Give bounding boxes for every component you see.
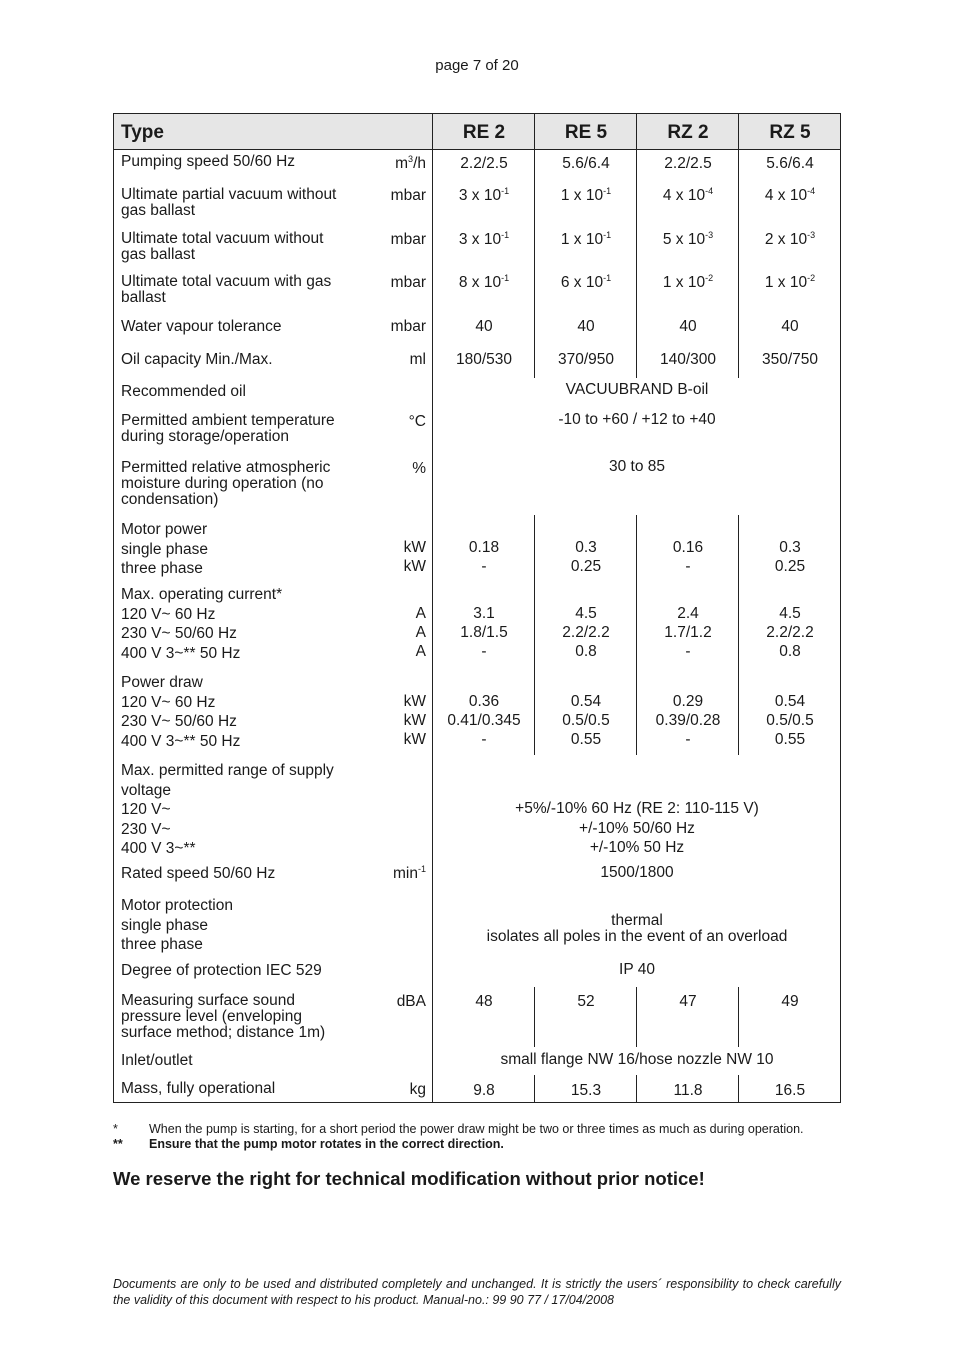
value-cell-rz2: 2.4 1.7/1.2 -: [664, 605, 712, 660]
row-label: Ultimate total vacuum with gas ballast: [121, 273, 332, 306]
value-cell-rz2: 0.16 -: [672, 539, 704, 575]
value-cell-rz5: 2 x $10^{-3}$: [764, 230, 816, 248]
row-label: Ultimate total vacuum without gas ballast: [121, 230, 324, 263]
row-unit: kW kW kW: [403, 693, 426, 748]
model-header-re2: RE 2: [462, 122, 506, 143]
value-cell-rz2: 1 x $10^{-2}$: [662, 273, 714, 291]
row-unit: dBA: [396, 993, 426, 1010]
value-cell-re5: 6 x $10^{-1}$: [560, 273, 612, 291]
footnote-text: Ensure that the pump motor rotates in the correct direction.: [149, 1137, 504, 1151]
footnote-mark: *: [113, 1122, 118, 1136]
value-cell-re2: 0.18 -: [468, 539, 500, 575]
value-cell-rz2: 0.29 0.39/0.28 -: [655, 693, 721, 748]
value-cell-rz2: 40: [679, 318, 697, 335]
value-cell-re5: 0.3 0.25: [570, 539, 602, 575]
value-cell-rz2: 11.8: [673, 1082, 703, 1099]
row-label: Rated speed 50/60 Hz: [121, 865, 276, 882]
row-unit: mbar: [390, 231, 426, 248]
reserve-notice: We reserve the right for technical modification without prior notice!: [113, 1168, 705, 1189]
value-cell-rz5: 0.3 0.25: [774, 539, 806, 575]
value-cell-re5: 1 x $10^{-1}$: [560, 230, 612, 248]
row-unit: mbar: [390, 274, 426, 291]
value-cell-rz5: 40: [781, 318, 799, 335]
row-unit: ml: [409, 351, 426, 368]
value-cell-re5: 40: [577, 318, 595, 335]
value-cell-re2: 3 x $10^{-1}$: [458, 230, 510, 248]
row-label: Motor power single phase three phase: [121, 521, 209, 577]
row-unit: %: [412, 460, 426, 477]
value-cell-re2: 8 x $10^{-1}$: [458, 273, 510, 291]
value-cell-re5: 370/950: [557, 351, 615, 368]
value-cell-re5: 5.6/6.4: [562, 155, 610, 172]
value-cell-re5: 1 x $10^{-1}$: [560, 186, 612, 204]
shared-value-cell: 30 to 85: [608, 458, 666, 475]
shared-value-cell: small flange NW 16/hose nozzle NW 10: [500, 1051, 774, 1068]
value-cell-re5: 15.3: [570, 1082, 602, 1099]
value-cell-re2: 40: [475, 318, 493, 335]
page-number: page 7 of 20: [435, 57, 519, 74]
value-cell-re2: 3.1 1.8/1.5 -: [460, 605, 508, 660]
shared-value-cell: thermal isolates all poles in the event of an overload: [486, 912, 788, 945]
row-label: Inlet/outlet: [121, 1052, 193, 1069]
value-cell-rz5: 49: [781, 993, 799, 1010]
value-cell-rz5: 1 x $10^{-2}$: [764, 273, 816, 291]
row-unit: $\min^{-1}$: [393, 864, 426, 882]
value-cell-re2: 2.2/2.5: [460, 155, 508, 172]
row-label: Measuring surface sound pressure level (enveloping surface method; distance 1m): [121, 992, 326, 1041]
shared-value-cell: 1500/1800: [600, 864, 674, 881]
row-label: Permitted relative atmospheric moisture during operation (no condensation): [121, 459, 331, 508]
row-label: Recommended oil: [121, 383, 246, 400]
row-label: Water vapour tolerance: [121, 318, 282, 335]
row-label: Max. permitted range of supply voltage 120 V~ 230 V~ 400 V 3~**: [121, 762, 334, 857]
row-unit: °C: [408, 413, 426, 430]
row-label: Motor protection single phase three phase: [121, 897, 233, 953]
value-cell-re2: 9.8: [473, 1082, 495, 1099]
row-unit: mbar: [390, 187, 426, 204]
value-cell-re2: 180/530: [455, 351, 513, 368]
value-cell-rz5: 0.54 0.5/0.5 0.55: [766, 693, 814, 748]
value-cell-rz5: 16.5: [774, 1082, 806, 1099]
shared-value-cell: -10 to +60 / +12 to +40: [558, 411, 716, 428]
value-cell-re2: 48: [475, 993, 493, 1010]
footnote-mark: **: [113, 1137, 123, 1151]
value-cell-rz5: 350/750: [761, 351, 819, 368]
value-cell-rz2: 140/300: [659, 351, 717, 368]
value-cell-rz2: 2.2/2.5: [664, 155, 712, 172]
row-label: Max. operating current* 120 V~ 60 Hz 230 V~ 50/60 Hz 400 V 3~** 50 Hz: [121, 586, 283, 662]
model-header-rz2: RZ 2: [667, 122, 709, 143]
row-unit: $m^3/h$: [395, 154, 426, 172]
row-unit: A A A: [415, 605, 426, 660]
row-unit: kg: [409, 1081, 426, 1098]
row-unit: kW kW: [403, 539, 426, 575]
value-cell-rz2: 4 x $10^{-4}$: [662, 186, 714, 204]
value-cell-re5: 4.5 2.2/2.2 0.8: [562, 605, 610, 660]
model-header-re5: RE 5: [564, 122, 608, 143]
row-label: Pumping speed 50/60 Hz: [121, 153, 296, 170]
value-cell-rz2: 5 x $10^{-3}$: [662, 230, 714, 248]
value-cell-rz2: 47: [679, 993, 697, 1010]
specification-table: [113, 113, 841, 1103]
row-label: Oil capacity Min./Max.: [121, 351, 273, 368]
row-label: Ultimate partial vacuum without gas ballast: [121, 186, 337, 219]
value-cell-rz5: 5.6/6.4: [766, 155, 814, 172]
shared-value-cell: IP 40: [619, 961, 655, 978]
value-cell-re5: 0.54 0.5/0.5 0.55: [562, 693, 610, 748]
shared-value-cell: +5%/-10% 60 Hz (RE 2: 110-115 V) +/-10% 50/60 Hz +/-10% 50 Hz: [515, 800, 759, 856]
disclaimer: Documents are only to be used and distributed completely and unchanged. It is strictly the users´ responsibility to check carefully the validity of this document with respect to his product. Manual-no.: 99 90 77 / 17/04/2008: [113, 1277, 841, 1307]
table-header: [114, 114, 840, 150]
value-cell-rz5: 4.5 2.2/2.2 0.8: [766, 605, 814, 660]
value-cell-re2: 0.36 0.41/0.345 -: [447, 693, 521, 748]
footnote-text: When the pump is starting, for a short period the power draw might be two or three times as much as during operation.: [149, 1122, 804, 1136]
row-label: Permitted ambient temperature during storage/operation: [121, 412, 335, 445]
value-cell-re2: 3 x $10^{-1}$: [458, 186, 510, 204]
row-label: Degree of protection IEC 529: [121, 962, 322, 979]
row-label: Mass, fully operational: [121, 1080, 276, 1097]
shared-value-cell: VACUUBRAND B-oil: [565, 381, 709, 398]
type-header: Type: [121, 122, 164, 143]
value-cell-re5: 52: [577, 993, 595, 1010]
value-cell-rz5: 4 x $10^{-4}$: [764, 186, 816, 204]
model-header-rz5: RZ 5: [769, 122, 811, 143]
row-label: Power draw 120 V~ 60 Hz 230 V~ 50/60 Hz 400 V 3~** 50 Hz: [121, 674, 241, 750]
row-unit: mbar: [390, 318, 426, 335]
